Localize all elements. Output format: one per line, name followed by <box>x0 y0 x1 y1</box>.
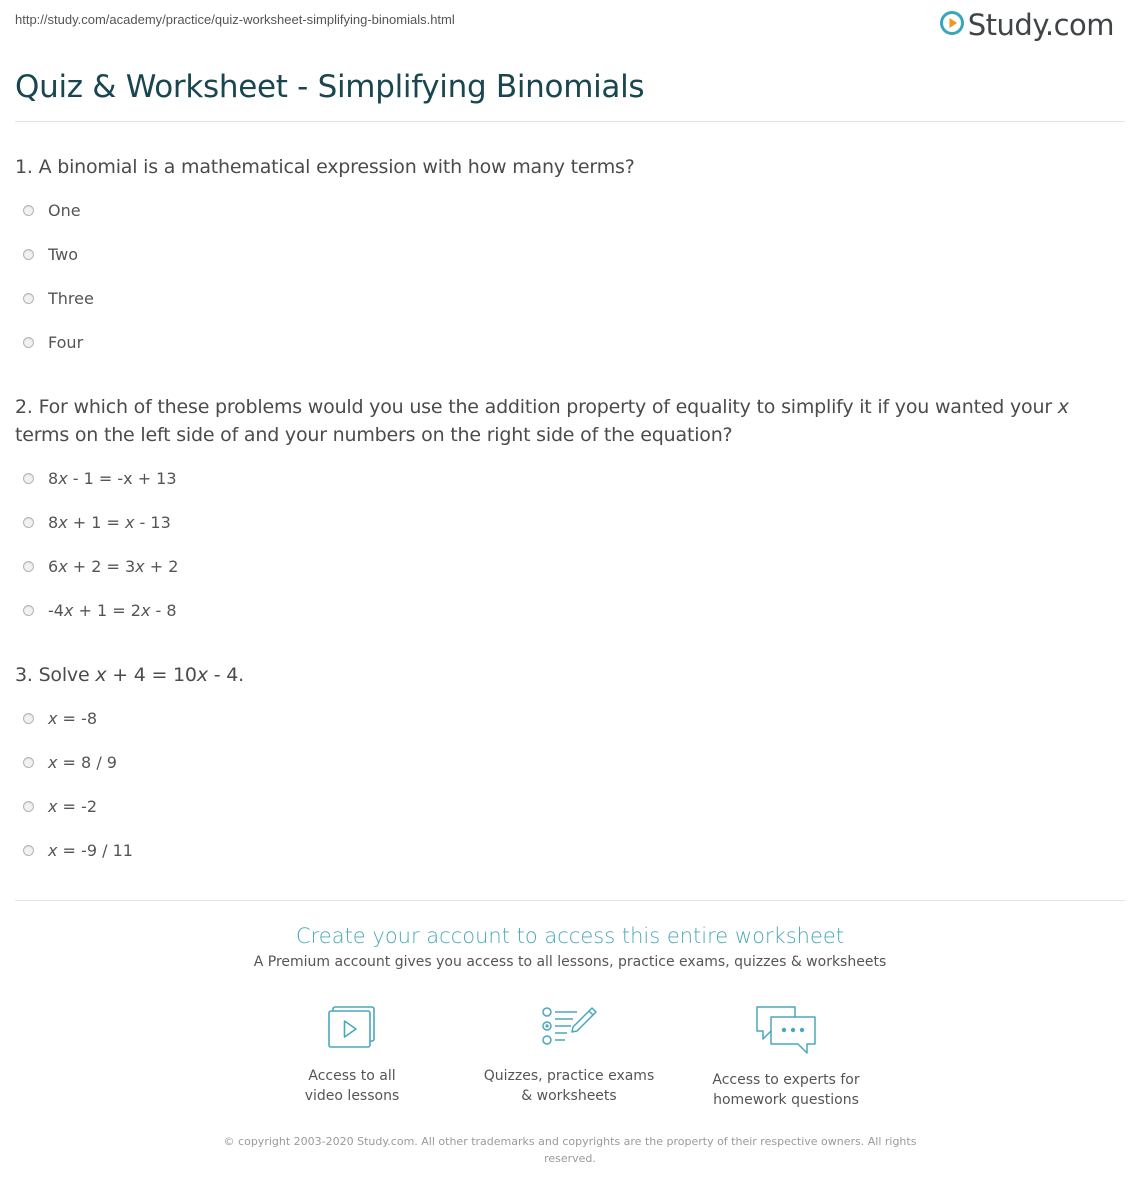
radio-button[interactable] <box>23 561 34 572</box>
logo-text: Study.com <box>967 8 1114 42</box>
q1-option-4[interactable] <box>23 330 83 354</box>
radio-button[interactable] <box>23 605 34 616</box>
feature-label-line1: Quizzes, practice exams <box>483 1068 655 1084</box>
option-label: 6x + 2 = 3x + 2 <box>48 556 179 576</box>
option-label: x = 8 / 9 <box>48 752 117 772</box>
radio-button[interactable] <box>23 337 34 348</box>
page-title: Quiz & Worksheet - Simplifying Binomials <box>15 69 645 105</box>
radio-button[interactable] <box>23 713 34 724</box>
radio-button[interactable] <box>23 293 34 304</box>
q3-option-3[interactable] <box>23 794 97 818</box>
q2-option-4[interactable] <box>23 598 177 622</box>
question-1: 1. A binomial is a mathematical expression with how many terms? <box>15 156 635 178</box>
q2-option-2[interactable] <box>23 510 171 534</box>
cta-title[interactable]: Create your account to access this entire worksheet <box>295 924 845 948</box>
option-label: x = -8 <box>48 708 97 728</box>
radio-button[interactable] <box>23 517 34 528</box>
title-divider <box>15 121 1125 122</box>
q3-option-1[interactable] <box>23 706 97 730</box>
cta-subtitle: A Premium account gives you access to all lessons, practice exams, quizzes & worksheets <box>253 954 887 970</box>
chat-bubbles-icon <box>676 1004 896 1056</box>
feature-label-line1: Access to experts for <box>712 1072 860 1088</box>
q1-option-2[interactable] <box>23 242 78 266</box>
feature-label-line2: homework questions <box>713 1092 859 1108</box>
option-label: Four <box>48 332 84 352</box>
feature-label-line1: Access to all <box>308 1068 396 1084</box>
q3-option-2[interactable] <box>23 750 117 774</box>
quiz-checklist-icon <box>459 1004 679 1052</box>
radio-button[interactable] <box>23 757 34 768</box>
radio-button[interactable] <box>23 205 34 216</box>
cta-divider <box>15 900 1125 901</box>
study-logo[interactable] <box>940 8 1114 42</box>
feature-label-line2: video lessons <box>304 1088 400 1104</box>
radio-button[interactable] <box>23 249 34 260</box>
radio-button[interactable] <box>23 845 34 856</box>
copyright-footer: © copyright 2003-2020 Study.com. All other trademarks and copyrights are the property of their respective owners. All rights reserved. <box>223 1135 917 1165</box>
radio-button[interactable] <box>23 473 34 484</box>
option-label: 8x - 1 = -x + 13 <box>48 468 177 488</box>
radio-button[interactable] <box>23 801 34 812</box>
option-label: x = -9 / 11 <box>48 840 133 860</box>
video-lessons-icon <box>242 1004 462 1052</box>
question-2: 2. For which of these problems would you use the addition property of equality to simplify it if you wanted your x terms on the left side of and your numbers on the right side of the equation? <box>15 396 1069 446</box>
feature-label-line2: & worksheets <box>521 1088 617 1104</box>
page-url: http://study.com/academy/practice/quiz-worksheet-simplifying-binomials.html <box>15 12 455 27</box>
play-circle-icon <box>940 11 964 40</box>
option-label: Three <box>48 288 94 308</box>
option-label: Two <box>48 244 78 264</box>
feature-experts <box>676 1004 896 1110</box>
q2-option-1[interactable] <box>23 466 177 490</box>
feature-video-lessons <box>242 1004 462 1106</box>
option-label: -4x + 1 = 2x - 8 <box>48 600 177 620</box>
feature-quizzes <box>459 1004 679 1106</box>
q1-option-1[interactable] <box>23 198 81 222</box>
q1-option-3[interactable] <box>23 286 94 310</box>
q2-option-3[interactable] <box>23 554 178 578</box>
option-label: One <box>48 200 81 220</box>
question-3: 3. Solve x + 4 = 10x - 4. <box>15 664 244 686</box>
option-label: 8x + 1 = x - 13 <box>48 512 171 532</box>
q3-option-4[interactable] <box>23 838 133 862</box>
option-label: x = -2 <box>48 796 97 816</box>
